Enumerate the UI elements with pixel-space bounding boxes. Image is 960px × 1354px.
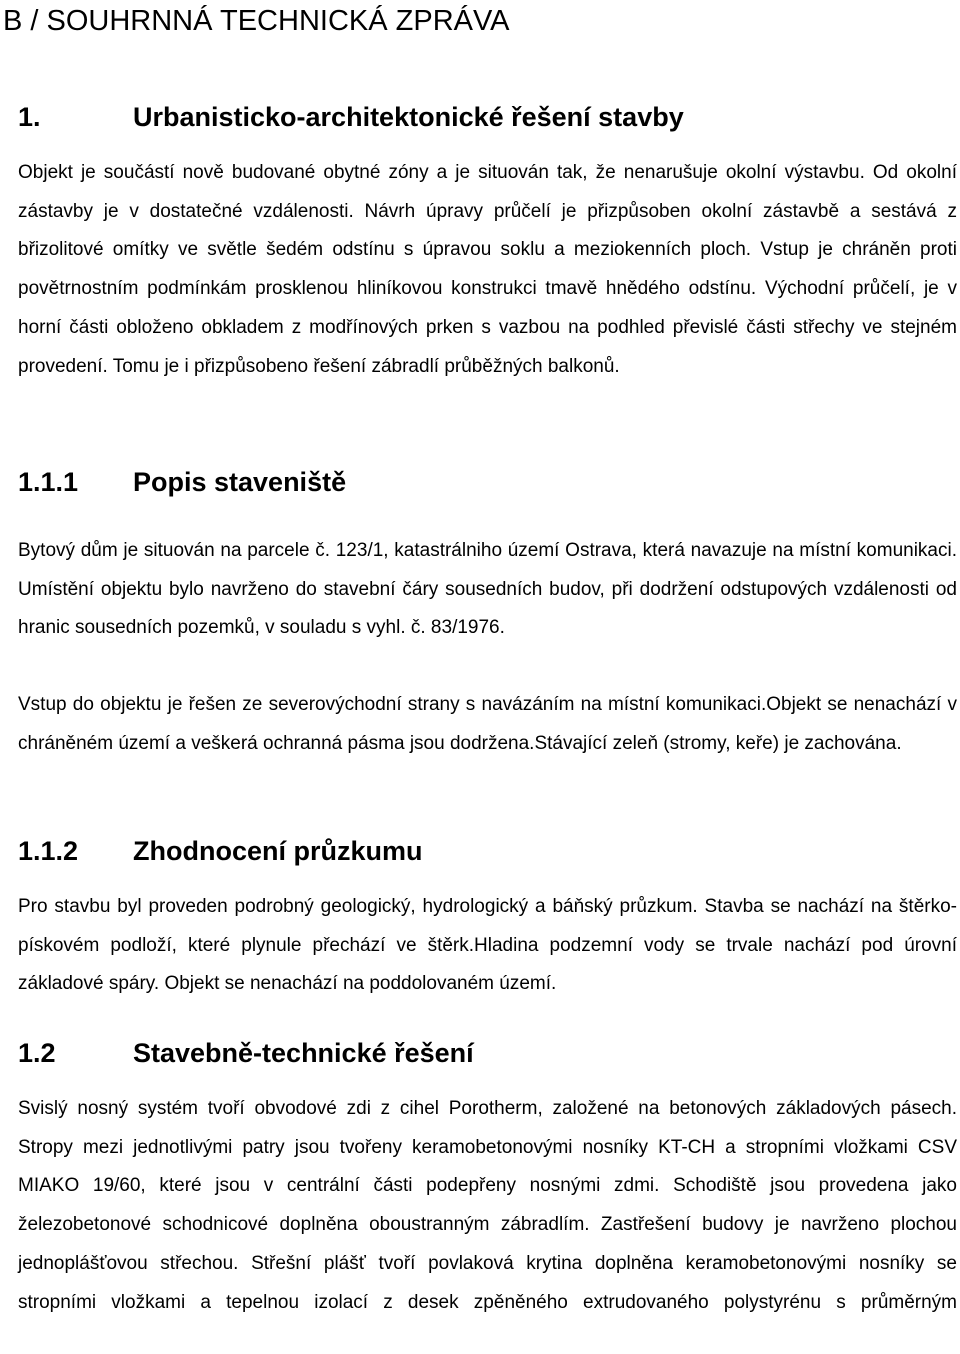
section-heading-zhodnoceni-pruzkumu (18, 834, 423, 868)
section-heading-stavebne-technicke (18, 1036, 474, 1070)
paragraph-popis-staveniste-1: Bytový dům je situován na parcele č. 123/1, katastrálniho území Ostrava, která navazuje na místní komunikaci. Umístění objektu bylo navrženo do stavební čáry sousedních budov, při dodržení odstupových vzdálenosti od hranic sousedních pozemků, v souladu s vyhl. č. 83/1976. (18, 540, 957, 639)
section-title: Stavebně-technické řešení (133, 1038, 474, 1068)
section-heading-popis-staveniste (18, 465, 346, 499)
section-number: 1.1.2 (18, 836, 79, 866)
section-heading-urbanisticko (18, 100, 684, 134)
paragraph-zhodnoceni-pruzkumu: Pro stavbu byl proveden podrobný geologický, hydrologický a báňský průzkum. Stavba se nachází na štěrko-pískovém podloží, které plynule přechází ve štěrk.Hladina podzemní vody se trvale nachází pod úrovní základové spáry. Objekt se nenachází na poddolovaném území. (18, 896, 957, 995)
section-number: 1.2 (18, 1038, 56, 1068)
section-title: Urbanisticko-architektonické řešení stavby (133, 102, 684, 132)
paragraph-urbanisticko: Objekt je součástí nově budované obytné zóny a je situován tak, že nenarušuje okolní výstavbu. Od okolní zástavby je v dostatečné vzdálenosti. Návrh úpravy průčelí je přizpůsoben okolní zástavbě a sestává z břizolitové omítky ve světle šedém odstínu s úpravou soklu a meziokenních ploch. Vstup je chráněn proti povětrnostním podmínkám prosklenou hliníkovou konstrukci tmavě hnědého odstínu. Východní průčelí, je v horní části obloženo obkladem z modřínových prken s vazbou na podhled převislé části střechy ve stejném provedení. Tomu je i přizpůsobeno řešení zábradlí průběžných balkonů. (18, 162, 957, 377)
document-title: B / SOUHRNNÁ TECHNICKÁ ZPRÁVA (3, 5, 510, 37)
section-number: 1.1.1 (18, 467, 79, 497)
section-title: Zhodnocení průzkumu (133, 836, 423, 866)
paragraph-popis-staveniste-2: Vstup do objektu je řešen ze severovýchodní strany s navázáním na místní komunikaci.Objekt se nenachází v chráněném území a veškerá ochranná pásma jsou dodržena.Stávající zeleň (stromy, keře) je zachována. (18, 694, 957, 754)
paragraph-stavebne-technicke: Svislý nosný systém tvoří obvodové zdi z cihel Porotherm, založené na betonových základových pásech. Stropy mezi jednotlivými patry jsou tvořeny keramobetonovými nosníky KT-CH a stropními vložkami CSV MIAKO 19/60, které jsou v centrální části podepřeny nosnými zdmi. Schodiště jsou provedena jako železobetonové schodnicové doplněna oboustranným zábradlím. Zastřešení budovy je navrženo plochou jednoplášťovou střechou. Střešní plášť tvoří povlaková krytina doplněna keramobetonovými nosníky se stropními vložkami a tepelnou izolací z desek zpěněného extrudovaného polystyrénu s průměrným (18, 1098, 957, 1313)
section-title: Popis staveniště (133, 467, 347, 497)
section-number: 1. (18, 102, 41, 132)
